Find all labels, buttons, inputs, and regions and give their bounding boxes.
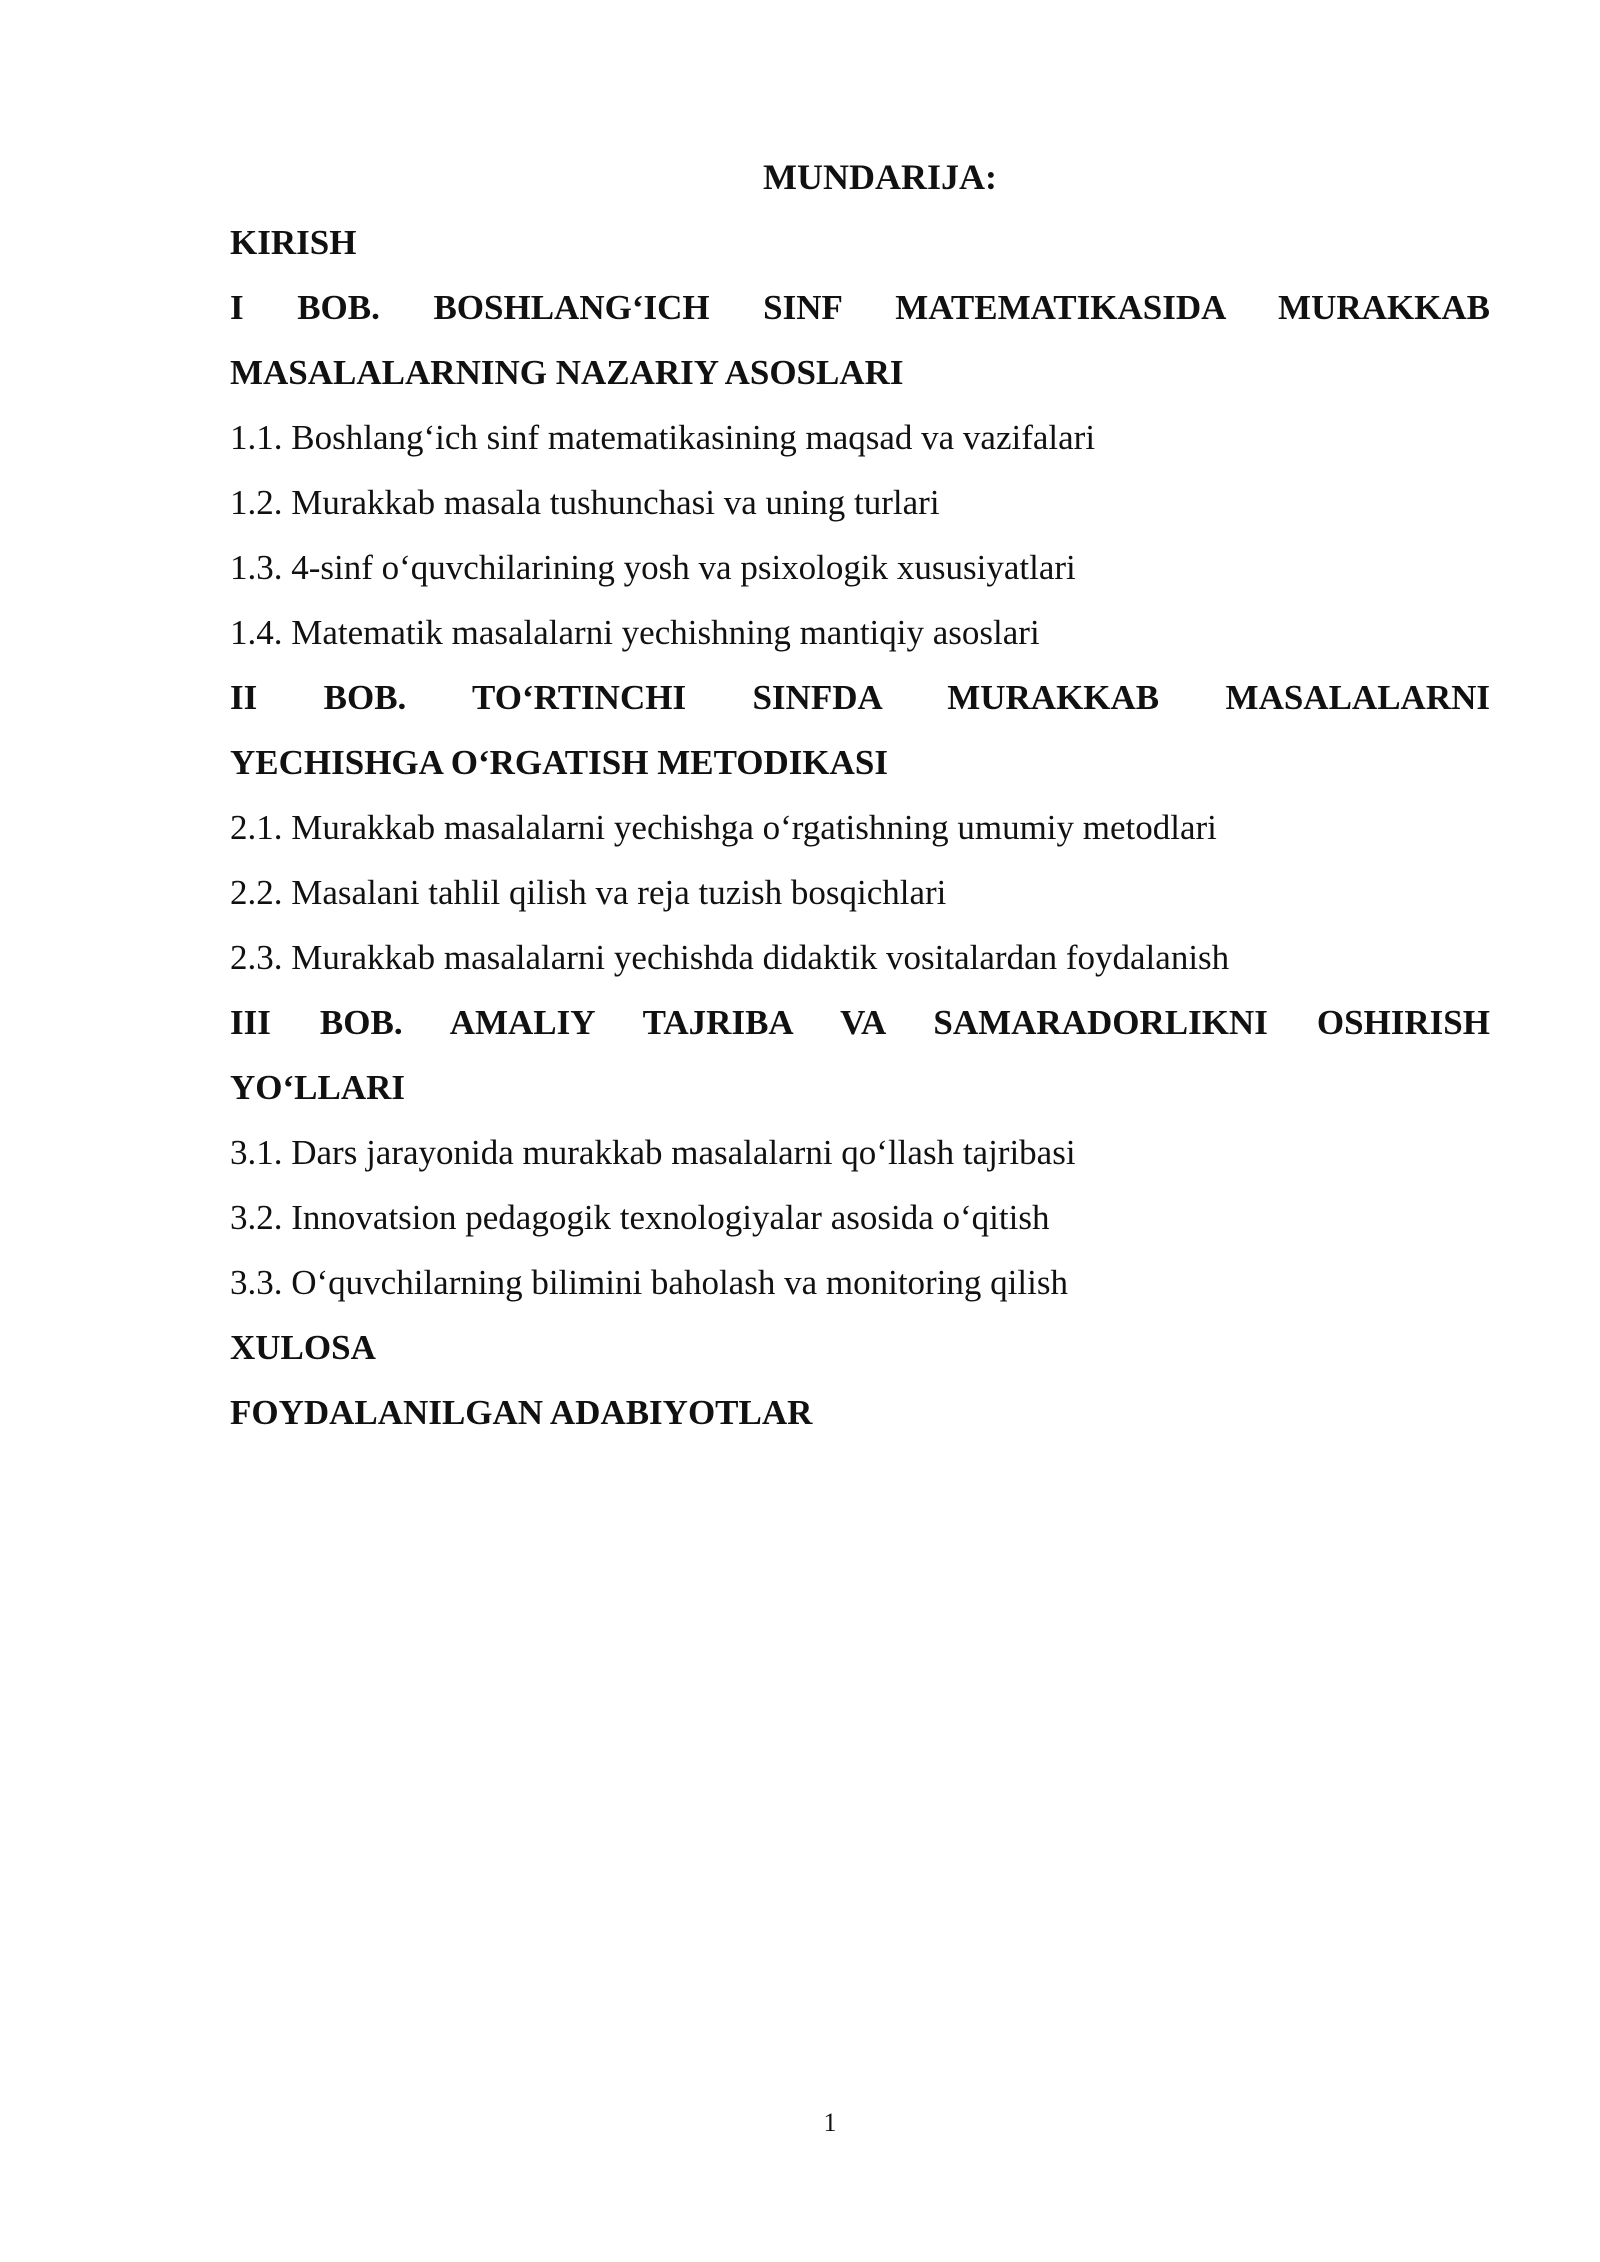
section-3-3: 3.3. O‘quvchilarning bilimini baholash va monitoring qilish <box>230 1263 1068 1302</box>
section-2-2: 2.2. Masalani tahlil qilish va reja tuzish bosqichlari <box>230 873 947 912</box>
section-2-1: 2.1. Murakkab masalalarni yechishga o‘rgatishning umumiy metodlari <box>230 808 1217 847</box>
section-1-3: 1.3. 4-sinf o‘quvchilarining yosh va psixologik xususiyatlari <box>230 548 1076 587</box>
chapter-3-heading-line-2: YO‘LLARI <box>230 1068 406 1107</box>
section-1-1: 1.1. Boshlang‘ich sinf matematikasining maqsad va vazifalari <box>230 418 1096 457</box>
section-1-2: 1.2. Murakkab masala tushunchasi va uning turlari <box>230 483 940 522</box>
section-3-2: 3.2. Innovatsion pedagogik texnologiyalar asosida o‘qitish <box>230 1198 1050 1237</box>
table-of-contents <box>230 145 1490 1445</box>
chapter-1-heading-line-2: MASALALARNING NAZARIY ASOSLARI <box>230 353 904 392</box>
toc-references: FOYDALANILGAN ADABIYOTLAR <box>230 1393 813 1432</box>
chapter-2-heading-line-2: YECHISHGA O‘RGATISH METODIKASI <box>230 743 889 782</box>
section-3-1: 3.1. Dars jarayonida murakkab masalalarni qo‘llash tajribasi <box>230 1133 1076 1172</box>
section-1-4: 1.4. Matematik masalalarni yechishning mantiqiy asoslari <box>230 613 1040 652</box>
chapter-1-heading-line-1: I BOB. BOSHLANG‘ICH SINF MATEMATIKASIDA MURAKKAB <box>230 288 1490 327</box>
section-2-3: 2.3. Murakkab masalalarni yechishda didaktik vositalardan foydalanish <box>230 938 1230 977</box>
toc-title: MUNDARIJA: <box>763 157 997 197</box>
page-number: 1 <box>823 2108 837 2137</box>
chapter-2-heading-line-1: II BOB. TO‘RTINCHI SINFDA MURAKKAB MASALALARNI <box>230 678 1490 717</box>
chapter-3-heading-line-1: III BOB. AMALIY TAJRIBA VA SAMARADORLIKNI OSHIRISH <box>230 1003 1490 1042</box>
toc-intro: KIRISH <box>230 223 357 262</box>
toc-conclusion: XULOSA <box>230 1328 376 1367</box>
